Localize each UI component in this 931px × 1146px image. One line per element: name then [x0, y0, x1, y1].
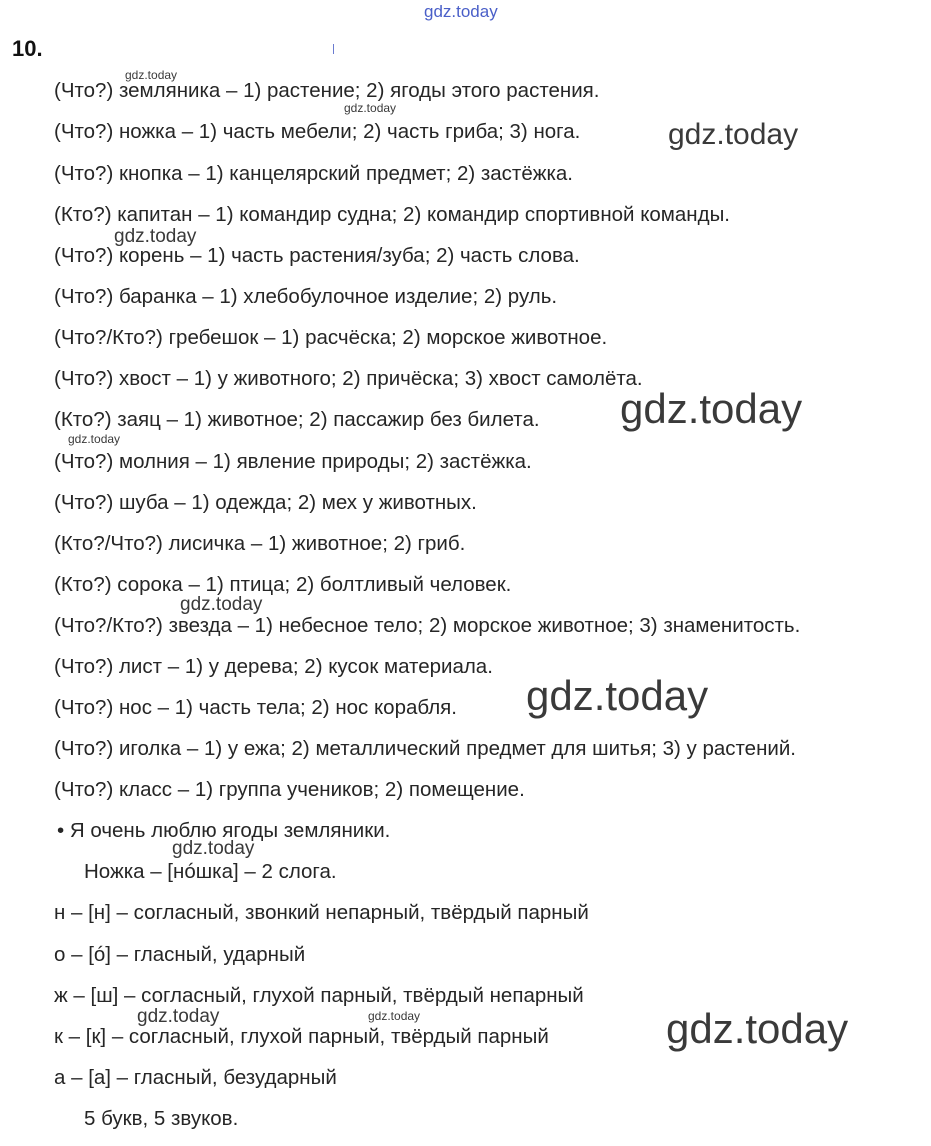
answer-line: (Кто?) сорока – 1) птица; 2) болтливый человек. [54, 573, 512, 596]
watermark: gdz.today [668, 118, 799, 151]
example-sentence: • Я очень люблю ягоды земляники. [57, 819, 391, 842]
watermark: gdz.today [526, 672, 709, 719]
watermark: gdz.today [368, 1009, 421, 1023]
answer-line: (Кто?/Что?) лисичка – 1) животное; 2) гриб. [54, 532, 466, 555]
watermark: gdz.today [125, 68, 178, 82]
syllable-line: Ножка – [нóшка] – 2 слога. [84, 860, 337, 883]
answer-line: (Что?) корень – 1) часть растения/зуба; 2) часть слова. [54, 244, 580, 267]
answer-line: (Что?) земляника – 1) растение; 2) ягоды этого растения. [54, 79, 600, 102]
watermark-top: gdz.today [424, 2, 498, 21]
answer-line: (Что?) класс – 1) группа учеников; 2) помещение. [54, 778, 525, 801]
answer-line: (Что?) хвост – 1) у животного; 2) причёска; 3) хвост самолёта. [54, 367, 643, 390]
divider-mark [333, 44, 334, 54]
watermark: gdz.today [344, 101, 397, 115]
answer-line: (Что?) нос – 1) часть тела; 2) нос корабля. [54, 696, 457, 719]
watermark: gdz.today [137, 1006, 220, 1027]
phonetic-line: н – [н] – согласный, звонкий непарный, твёрдый парный [54, 901, 589, 924]
exercise-number: 10. [12, 36, 43, 61]
answer-line: (Кто?) заяц – 1) животное; 2) пассажир без билета. [54, 408, 540, 431]
phonetic-line: к – [к] – согласный, глухой парный, твёрдый парный [54, 1025, 549, 1048]
answer-line: (Что?) баранка – 1) хлебобулочное изделие; 2) руль. [54, 285, 558, 308]
answer-line: (Что?) лист – 1) у дерева; 2) кусок материала. [54, 655, 493, 678]
answer-line: (Что?) ножка – 1) часть мебели; 2) часть гриба; 3) нога. [54, 120, 581, 143]
watermark: gdz.today [114, 226, 197, 247]
answer-line: (Кто?) капитан – 1) командир судна; 2) командир спортивной команды. [54, 203, 730, 226]
answer-line: (Что?) шуба – 1) одежда; 2) мех у животных. [54, 491, 477, 514]
watermark: gdz.today [620, 385, 803, 432]
answer-line: (Что?) кнопка – 1) канцелярский предмет; 2) застёжка. [54, 162, 573, 185]
phonetic-line: ж – [ш] – согласный, глухой парный, твёрдый непарный [54, 984, 584, 1007]
answer-line: (Что?) молния – 1) явление природы; 2) застёжка. [54, 450, 532, 473]
watermark: gdz.today [68, 432, 121, 446]
watermark: gdz.today [666, 1005, 849, 1052]
watermark: gdz.today [180, 594, 263, 615]
summary-line: 5 букв, 5 звуков. [84, 1107, 239, 1130]
answer-line: (Что?/Кто?) звезда – 1) небесное тело; 2) морское животное; 3) знаменитость. [54, 614, 801, 637]
answer-line: (Что?) иголка – 1) у ежа; 2) металлический предмет для шитья; 3) у растений. [54, 737, 796, 760]
answer-line: (Что?/Кто?) гребешок – 1) расчёска; 2) морское животное. [54, 326, 608, 349]
phonetic-line: о – [ó] – гласный, ударный [54, 943, 306, 966]
watermark: gdz.today [172, 838, 255, 859]
phonetic-line: а – [а] – гласный, безударный [54, 1066, 337, 1089]
